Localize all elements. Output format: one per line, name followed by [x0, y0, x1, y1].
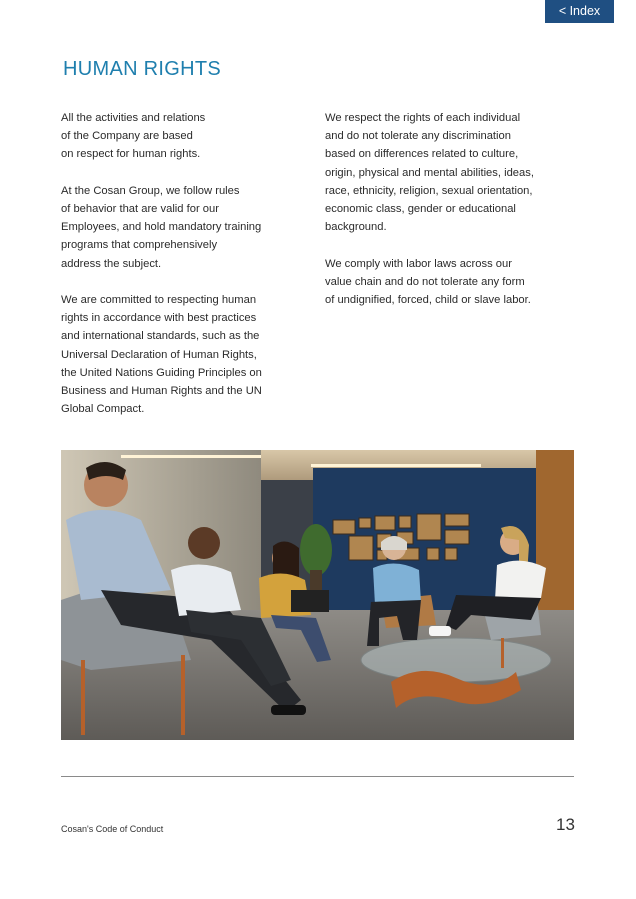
paragraph-respect: All the activities and relations of the Company are based on respect for human rights.	[61, 112, 206, 161]
document-name: Cosan's Code of Conduct	[61, 824, 164, 834]
right-text-column	[325, 109, 570, 327]
meeting-photo	[61, 450, 574, 740]
paragraph-labor: We comply with labor laws across our value chain and do not tolerate any form of undignified, forced, child or slave labor.	[325, 257, 531, 307]
page-number: 13	[556, 815, 575, 834]
paragraph-discrimination: We respect the rights of each individual and do not tolerate any discrimination based on differences related to culture, origin, physical and mental abilities, ideas, race, ethnicity, religion, sexual orientation, economic class, gender or educational background.	[325, 112, 534, 234]
index-button[interactable]: < Index	[545, 0, 614, 23]
page-title: HUMAN RIGHTS	[63, 58, 222, 80]
paragraph-commitment: We are committed to respecting human rights in accordance with best practices and international standards, such as the Universal Declaration of Human Rights, the United Nations Guiding Principles on Business and Human Rights and the UN Global Compact.	[61, 294, 262, 416]
paragraph-rules: At the Cosan Group, we follow rules of behavior that are valid for our Employees, and hold mandatory training programs that comprehensively address the subject.	[61, 184, 262, 270]
footer-divider	[61, 776, 574, 777]
left-text-column	[61, 109, 311, 437]
